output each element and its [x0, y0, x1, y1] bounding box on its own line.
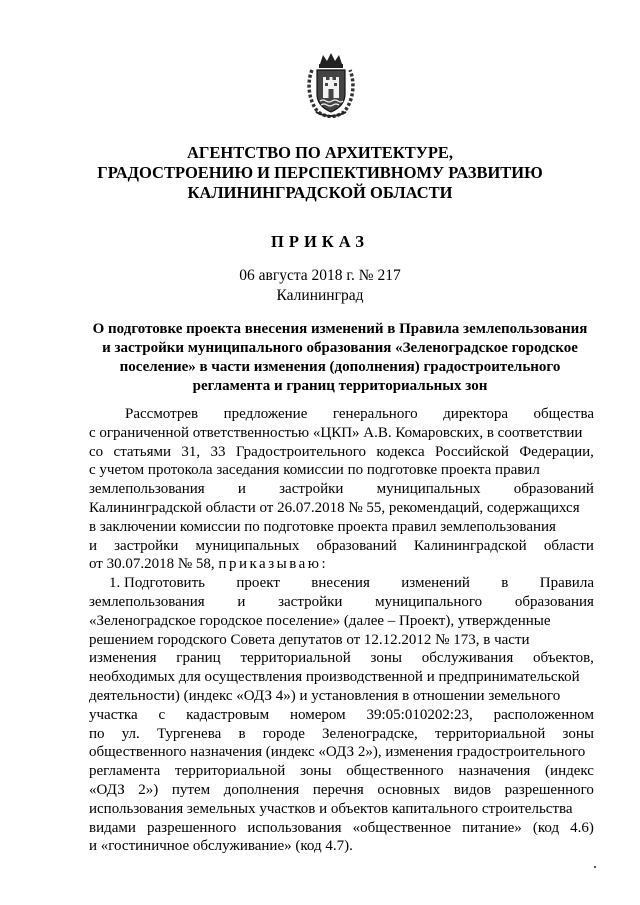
- paragraph-line: [89, 762, 594, 781]
- body-word: Тургенева: [156, 725, 222, 742]
- body-word: регламента: [89, 763, 161, 780]
- body-word: Калининградской области от 26.07.2018 № 55, рекомендаций, содержащихся: [89, 499, 580, 516]
- body-word: использования: [247, 819, 342, 836]
- body-word: и: [237, 481, 246, 498]
- body-word: образований: [316, 537, 397, 554]
- body-word: и: [237, 593, 246, 610]
- agency-name: [0, 143, 640, 203]
- paragraph-line: [89, 631, 594, 650]
- body-word: территориальной: [175, 763, 286, 780]
- order-date-number: 06 августа 2018 г. № 217: [239, 267, 401, 284]
- agency-line: ГРАДОСТРОЕНИЮ И ПЕРСПЕКТИВНОМУ РАЗВИТИЮ: [97, 163, 543, 182]
- body-word: деятельности) (индекс «ОДЗ 4») и установления в отношении земельного: [89, 687, 561, 704]
- body-word: кадастровым: [186, 706, 270, 723]
- body-word: перечня: [312, 781, 364, 798]
- body-word: Зеленоградске,: [322, 725, 418, 742]
- body-word: (код: [532, 819, 560, 836]
- body-word: зоны: [562, 725, 594, 742]
- subject-line: поселение» в части изменения (дополнения) градостроительного: [119, 359, 561, 375]
- scan-artifact: [594, 866, 596, 868]
- paragraph-line: [89, 537, 594, 556]
- body-word: разрешенного: [504, 781, 594, 798]
- paragraph-line: [89, 480, 594, 499]
- body-word: использования земельных участков и объектов капитального строительства: [89, 800, 573, 817]
- body-word: разрешенного: [146, 819, 237, 836]
- body-word: муниципального: [375, 593, 483, 610]
- body-word: Федерации,: [519, 443, 594, 460]
- subject-line: О подготовке проекта внесения изменений в Правила землепользования: [92, 321, 588, 337]
- subject-line: регламента и границ территориальных зон: [192, 378, 488, 394]
- body-word: 1. Подготовить: [109, 575, 205, 592]
- order-city: Калининград: [276, 287, 364, 304]
- body-word: с ограниченной ответственностью «ЦКП» А.В. Комаровских, в соответствии: [89, 424, 583, 441]
- body-word: изменений: [401, 575, 470, 592]
- paragraph-preamble: [89, 405, 594, 555]
- agency-line: АГЕНТСТВО ПО АРХИТЕКТУРЕ,: [186, 143, 454, 162]
- paragraph-item-1: [89, 574, 594, 837]
- body-word: дополнения: [223, 781, 300, 798]
- body-text: от 30.07.2018 № 58,: [89, 556, 215, 573]
- body-word: застройки: [279, 481, 344, 498]
- paragraph-line: [89, 555, 594, 574]
- paragraph-line: [89, 819, 594, 838]
- order-verb: приказываю:: [218, 556, 329, 573]
- body-word: Российской: [435, 443, 509, 460]
- body-word: образований: [513, 481, 594, 498]
- body-word: муниципальных: [195, 537, 300, 554]
- agency-line: КАЛИНИНГРАДСКОЙ ОБЛАСТИ: [187, 183, 453, 202]
- body-word: необходимых для осуществления производственной и предпринимательской: [89, 669, 580, 686]
- body-word: «общественное: [352, 819, 452, 836]
- paragraph-line: [89, 743, 594, 762]
- body-word: территориальной: [240, 650, 351, 667]
- body-word: питание»: [462, 819, 522, 836]
- paragraph-line: [89, 593, 594, 612]
- order-body: [89, 405, 594, 856]
- body-word: с учетом протокола заседания комиссии по подготовке проекта правил: [89, 462, 540, 479]
- body-word: Калининградской: [413, 537, 527, 554]
- body-word: основных: [377, 781, 441, 798]
- body-word: 39:05:010202:23,: [366, 706, 473, 723]
- paragraph-line: [89, 837, 594, 856]
- body-word: «ОДЗ: [89, 781, 125, 798]
- body-word: обслуживания: [421, 650, 514, 667]
- paragraph-line: [89, 800, 594, 819]
- body-word: кодекса: [376, 443, 425, 460]
- order-subject: [85, 320, 595, 396]
- body-word: общества: [533, 406, 594, 422]
- body-word: Правила: [539, 575, 594, 592]
- body-word: «Зеленоградское городское поселение» (далее – Проект), утвержденные: [89, 612, 551, 629]
- body-word: и: [89, 537, 98, 554]
- body-text: и «гостиничное обслуживание» (код 4.7).: [89, 838, 353, 855]
- body-word: предложение: [223, 406, 308, 422]
- paragraph-line: [89, 518, 594, 537]
- paragraph-line: [89, 781, 594, 800]
- body-word: общественного назначения (индекс «ОДЗ 2»), изменения градостроительного: [89, 744, 586, 761]
- paragraph-line: [89, 612, 594, 631]
- order-meta: [0, 266, 640, 306]
- body-word: Рассмотрев: [125, 406, 199, 422]
- body-word: видами: [89, 819, 136, 836]
- body-word: путем: [171, 781, 211, 798]
- body-word: зоны: [370, 650, 402, 667]
- body-word: землепользования: [89, 481, 205, 498]
- paragraph-line: [89, 687, 594, 706]
- paragraph-line: [89, 443, 594, 462]
- body-word: объектов,: [532, 650, 594, 667]
- body-word: 2»): [138, 781, 159, 798]
- paragraph-line: [89, 668, 594, 687]
- body-word: ул.: [121, 725, 140, 742]
- body-word: общественного: [346, 763, 444, 780]
- body-word: назначения: [458, 763, 531, 780]
- subject-line: и застройки муниципального образования «Зеленоградское городское: [102, 340, 578, 356]
- body-word: изменения: [89, 650, 157, 667]
- body-word: видов: [453, 781, 492, 798]
- body-word: номером: [290, 706, 346, 723]
- body-word: 4.6): [570, 819, 594, 836]
- body-word: Градостроительного: [235, 443, 367, 460]
- body-word: решением городского Совета депутатов от 12.12.2012 № 173, в части: [89, 631, 530, 648]
- body-word: 31,: [181, 443, 201, 460]
- body-word: муниципальных: [376, 481, 481, 498]
- paragraph-line: [89, 461, 594, 480]
- paragraph-line: [89, 424, 594, 443]
- body-word: образования: [514, 593, 594, 610]
- body-word: (индекс: [545, 763, 594, 780]
- body-word: расположенном: [493, 706, 594, 723]
- body-word: в: [238, 725, 246, 742]
- body-word: области: [543, 537, 594, 554]
- body-word: статьями: [113, 443, 172, 460]
- body-word: генерального: [332, 406, 418, 422]
- coat-of-arms-emblem: [306, 52, 356, 118]
- paragraph-line: [89, 725, 594, 744]
- body-word: директора: [443, 406, 509, 422]
- body-word: проект: [236, 575, 280, 592]
- body-word: зоны: [300, 763, 332, 780]
- body-word: территориальной: [435, 725, 546, 742]
- body-word: 33: [210, 443, 226, 460]
- body-word: застройки: [278, 593, 343, 610]
- body-word: застройки: [114, 537, 179, 554]
- body-word: по: [89, 725, 105, 742]
- body-word: городе: [262, 725, 305, 742]
- paragraph-line: [89, 405, 594, 424]
- body-word: внесения: [311, 575, 370, 592]
- paragraph-line: [89, 574, 594, 593]
- paragraph-line: [89, 706, 594, 725]
- paragraph-line: [89, 649, 594, 668]
- body-word: со: [89, 443, 104, 460]
- body-word: в: [501, 575, 509, 592]
- paragraph-line: [89, 499, 594, 518]
- body-word: землепользования: [89, 593, 205, 610]
- body-word: участка: [89, 706, 138, 723]
- document-type-heading: ПРИКАЗ: [271, 232, 369, 251]
- body-word: в заключении комиссии по подготовке проекта правил землепользования: [89, 518, 556, 535]
- body-word: с: [158, 706, 166, 723]
- body-word: границ: [176, 650, 221, 667]
